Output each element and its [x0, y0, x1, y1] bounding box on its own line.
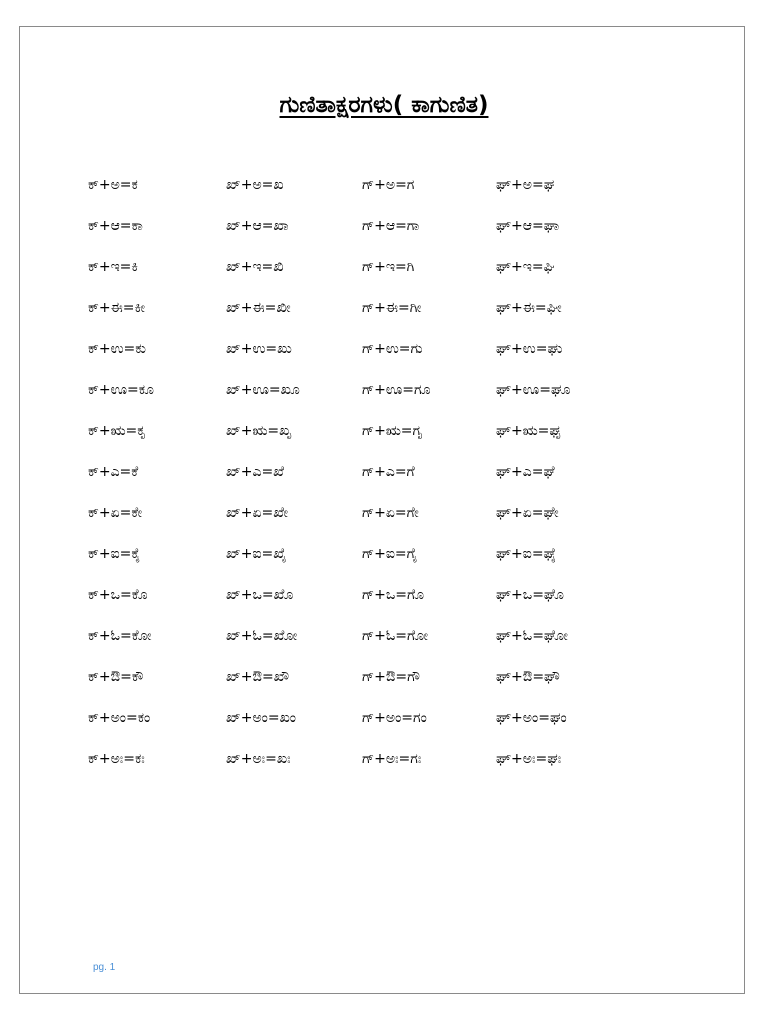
grid-cell: ಗ್+ಒ=ಗೊ: [362, 586, 425, 603]
grid-cell: ಕ್+ಓ=ಕೋ: [88, 627, 152, 644]
grid-cell: ಖ್+ಔ=ಖೌ: [226, 668, 290, 685]
grid-cell: ಘ್+ಋ=ಘೃ: [496, 422, 563, 439]
grid-cell: ಘ್+ಅಂ=ಘಂ: [496, 709, 567, 726]
grid-cell: ಘ್+ಔ=ಘೌ: [496, 668, 560, 685]
grid-cell: ಗ್+ಅಃ=ಗಃ: [362, 750, 422, 767]
grid-cell: ಗ್+ಎ=ಗೆ: [362, 463, 415, 480]
grid-cell: ಖ್+ಎ=ಖೆ: [226, 463, 284, 480]
grid-cell: ಗ್+ಐ=ಗೈ: [362, 545, 418, 562]
grid-cell: ಗ್+ಔ=ಗೌ: [362, 668, 420, 685]
grid-cell: ಖ್+ಏ=ಖೇ: [226, 504, 289, 521]
page-number: pg. 1: [93, 962, 116, 973]
grid-cell: ಘ್+ಓ=ಘೋ: [496, 627, 568, 644]
grid-cell: ಘ್+ಐ=ಘೈ: [496, 545, 557, 562]
grid-cell: ಖ್+ಇ=ಖಿ: [226, 258, 284, 275]
grid-cell: ಖ್+ಅಃ=ಖಃ: [226, 750, 291, 767]
grid-cell: ಕ್+ಏ=ಕೇ: [88, 504, 143, 521]
grid-cell: ಕ್+ಎ=ಕೆ: [88, 463, 139, 480]
grid-cell: ಕ್+ಇ=ಕಿ: [88, 258, 138, 275]
grid-cell: ಕ್+ಆ=ಕಾ: [88, 217, 143, 234]
grid-cell: ಘ್+ಉ=ಘು: [496, 340, 563, 357]
grid-cell: ಖ್+ಋ=ಖೃ: [226, 422, 292, 439]
grid-cell: ಕ್+ಅ=ಕ: [88, 176, 138, 193]
grid-cell: ಕ್+ಉ=ಕು: [88, 340, 147, 357]
consonant-vowel-grid: [88, 164, 626, 779]
grid-cell: ಖ್+ಒ=ಖೊ: [226, 586, 294, 603]
grid-cell: ಕ್+ಔ=ಕೌ: [88, 668, 144, 685]
grid-cell: ಖ್+ಅ=ಖ: [226, 176, 284, 193]
grid-row: [88, 533, 626, 574]
grid-row: [88, 492, 626, 533]
grid-cell: ಕ್+ಊ=ಕೂ: [88, 381, 154, 398]
grid-cell: ಖ್+ಈ=ಖೀ: [226, 299, 291, 316]
grid-cell: ಘ್+ಅಃ=ಘಃ: [496, 750, 562, 767]
grid-cell: ಖ್+ಊ=ಖೂ: [226, 381, 300, 398]
grid-cell: ಖ್+ಓ=ಖೋ: [226, 627, 298, 644]
grid-cell: ಗ್+ಈ=ಗೀ: [362, 299, 422, 316]
grid-cell: ಘ್+ಏ=ಘೇ: [496, 504, 559, 521]
grid-cell: ಖ್+ಅಂ=ಖಂ: [226, 709, 297, 726]
grid-row: [88, 738, 626, 779]
grid-row: [88, 574, 626, 615]
grid-cell: ಘ್+ಅ=ಘ: [496, 176, 555, 193]
grid-cell: ಘ್+ಈ=ಘೀ: [496, 299, 562, 316]
grid-cell: ಕ್+ಈ=ಕೀ: [88, 299, 146, 316]
grid-cell: ಕ್+ಐ=ಕೈ: [88, 545, 141, 562]
grid-cell: ಗ್+ಉ=ಗು: [362, 340, 423, 357]
grid-row: [88, 697, 626, 738]
grid-row: [88, 451, 626, 492]
grid-cell: ಘ್+ಒ=ಘೊ: [496, 586, 564, 603]
grid-cell: ಗ್+ಅಂ=ಗಂ: [362, 709, 427, 726]
grid-cell: ಗ್+ಏ=ಗೇ: [362, 504, 419, 521]
grid-cell: ಗ್+ಆ=ಗಾ: [362, 217, 420, 234]
grid-cell: ಘ್+ಎ=ಘೆ: [496, 463, 555, 480]
grid-cell: ಕ್+ಅಂ=ಕಂ: [88, 709, 151, 726]
page-title: ಗುಣಿತಾಕ್ಷರಗಳು( ಕಾಗುಣಿತ): [279, 92, 489, 118]
grid-cell: ಗ್+ಅ=ಗ: [362, 176, 415, 193]
grid-row: [88, 410, 626, 451]
grid-row: [88, 164, 626, 205]
grid-cell: ಘ್+ಊ=ಘೂ: [496, 381, 571, 398]
grid-row: [88, 369, 626, 410]
grid-row: [88, 246, 626, 287]
grid-cell: ಖ್+ಐ=ಖೈ: [226, 545, 287, 562]
grid-row: [88, 205, 626, 246]
grid-cell: ಗ್+ಊ=ಗೂ: [362, 381, 431, 398]
grid-cell: ಗ್+ಇ=ಗಿ: [362, 258, 415, 275]
grid-row: [88, 615, 626, 656]
grid-cell: ಕ್+ಅಃ=ಕಃ: [88, 750, 145, 767]
grid-cell: ಖ್+ಆ=ಖಾ: [226, 217, 289, 234]
grid-cell: ಗ್+ಓ=ಗೋ: [362, 627, 429, 644]
grid-row: [88, 287, 626, 328]
grid-cell: ಖ್+ಉ=ಖು: [226, 340, 292, 357]
grid-cell: ಕ್+ಒ=ಕೊ: [88, 586, 148, 603]
grid-cell: ಗ್+ಋ=ಗೃ: [362, 422, 423, 439]
grid-cell: ಕ್+ಋ=ಕೃ: [88, 422, 147, 439]
grid-row: [88, 656, 626, 697]
grid-row: [88, 328, 626, 369]
grid-cell: ಘ್+ಇ=ಘಿ: [496, 258, 555, 275]
grid-cell: ಘ್+ಆ=ಘಾ: [496, 217, 560, 234]
